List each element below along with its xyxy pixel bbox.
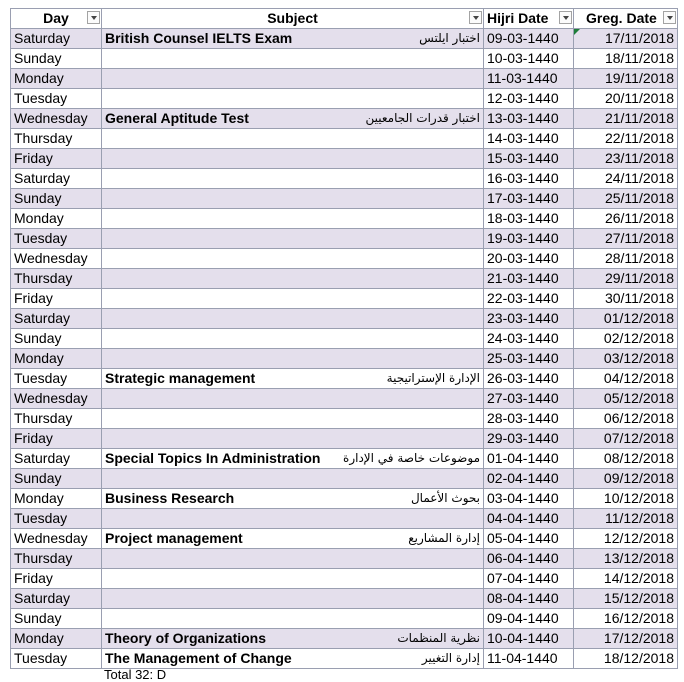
header-subject[interactable]	[102, 9, 484, 29]
schedule-table	[10, 8, 678, 669]
greg-date-value: 24/11/2018	[604, 170, 674, 186]
day-cell[interactable]: Monday	[11, 69, 102, 89]
hijri-date-cell[interactable]: 27-03-1440	[484, 389, 574, 409]
header-greg-date[interactable]	[574, 9, 678, 29]
subject-cell[interactable]	[102, 509, 484, 529]
greg-date-cell[interactable]	[574, 289, 678, 309]
hijri-date-cell[interactable]: 24-03-1440	[484, 329, 574, 349]
day-cell[interactable]: Saturday	[11, 29, 102, 49]
header-subject-label: Subject	[267, 10, 318, 26]
day-cell[interactable]: Saturday	[11, 309, 102, 329]
hijri-date-cell[interactable]: 19-03-1440	[484, 229, 574, 249]
greg-date-value: 21/11/2018	[604, 110, 674, 126]
greg-date-cell[interactable]	[574, 109, 678, 129]
greg-date-value: 04/12/2018	[603, 370, 674, 386]
subject-cell[interactable]	[102, 169, 484, 189]
greg-date-value: 11/12/2018	[604, 510, 674, 526]
table-row	[11, 69, 678, 89]
filter-dropdown-icon[interactable]	[559, 11, 572, 24]
greg-date-value: 10/12/2018	[603, 490, 674, 506]
subject-arabic: موضوعات خاصة في الإدارة	[343, 451, 480, 465]
table-row	[11, 449, 678, 469]
greg-date-value: 27/11/2018	[604, 230, 674, 246]
subject-cell[interactable]	[102, 269, 484, 289]
greg-date-cell[interactable]	[574, 349, 678, 369]
table-row	[11, 369, 678, 389]
hijri-date-cell[interactable]: 09-03-1440	[484, 29, 574, 49]
day-cell[interactable]: Tuesday	[11, 89, 102, 109]
subject-cell[interactable]	[102, 409, 484, 429]
header-hijri-label: Hijri Date	[487, 10, 549, 26]
greg-date-cell[interactable]	[574, 549, 678, 569]
hijri-date-cell[interactable]: 20-03-1440	[484, 249, 574, 269]
greg-date-cell[interactable]	[574, 149, 678, 169]
cell-marker-icon	[574, 29, 580, 35]
hijri-date-cell[interactable]: 05-04-1440	[484, 529, 574, 549]
table-row	[11, 169, 678, 189]
table-row	[11, 149, 678, 169]
subject-cell[interactable]	[102, 189, 484, 209]
day-cell[interactable]: Thursday	[11, 549, 102, 569]
greg-date-cell[interactable]	[574, 469, 678, 489]
hijri-date-cell[interactable]: 11-03-1440	[484, 69, 574, 89]
greg-date-value: 17/11/2018	[604, 30, 674, 46]
hijri-date-cell[interactable]: 03-04-1440	[484, 489, 574, 509]
subject-cell[interactable]	[102, 629, 484, 649]
greg-date-value: 13/12/2018	[603, 550, 674, 566]
hijri-date-cell[interactable]: 13-03-1440	[484, 109, 574, 129]
day-cell[interactable]: Wednesday	[11, 389, 102, 409]
day-cell[interactable]: Sunday	[11, 49, 102, 69]
subject-cell[interactable]	[102, 489, 484, 509]
greg-date-cell[interactable]	[574, 409, 678, 429]
table-row	[11, 469, 678, 489]
subject-arabic: الإدارة الإستراتيجية	[386, 371, 480, 385]
hijri-date-cell[interactable]: 10-03-1440	[484, 49, 574, 69]
subject-cell[interactable]	[102, 469, 484, 489]
subject-cell[interactable]	[102, 249, 484, 269]
greg-date-value: 01/12/2018	[603, 310, 674, 326]
greg-date-cell[interactable]	[574, 509, 678, 529]
subject-cell[interactable]	[102, 449, 484, 469]
subject-cell[interactable]	[102, 129, 484, 149]
greg-date-value: 02/12/2018	[603, 330, 674, 346]
greg-date-value: 19/11/2018	[604, 70, 674, 86]
table-row	[11, 29, 678, 49]
day-cell[interactable]: Wednesday	[11, 109, 102, 129]
subject-english: The Management of Change	[105, 650, 292, 666]
greg-date-cell[interactable]	[574, 129, 678, 149]
table-row	[11, 649, 678, 669]
hijri-date-cell[interactable]: 22-03-1440	[484, 289, 574, 309]
hijri-date-cell[interactable]: 23-03-1440	[484, 309, 574, 329]
greg-date-cell[interactable]	[574, 189, 678, 209]
greg-date-cell[interactable]	[574, 209, 678, 229]
day-cell[interactable]: Friday	[11, 149, 102, 169]
day-cell[interactable]: Tuesday	[11, 649, 102, 669]
hijri-date-cell[interactable]: 26-03-1440	[484, 369, 574, 389]
greg-date-value: 28/11/2018	[604, 250, 674, 266]
filter-dropdown-icon[interactable]	[663, 11, 676, 24]
table-row	[11, 609, 678, 629]
hijri-date-cell[interactable]: 25-03-1440	[484, 349, 574, 369]
hijri-date-cell[interactable]: 16-03-1440	[484, 169, 574, 189]
subject-english: British Counsel IELTS Exam	[105, 30, 293, 46]
hijri-date-cell[interactable]: 29-03-1440	[484, 429, 574, 449]
hijri-date-cell[interactable]: 28-03-1440	[484, 409, 574, 429]
subject-cell[interactable]	[102, 289, 484, 309]
greg-date-value: 20/11/2018	[604, 90, 674, 106]
day-cell[interactable]: Monday	[11, 209, 102, 229]
hijri-date-cell[interactable]: 09-04-1440	[484, 609, 574, 629]
subject-cell[interactable]	[102, 49, 484, 69]
subject-cell[interactable]	[102, 569, 484, 589]
hijri-date-cell[interactable]: 02-04-1440	[484, 469, 574, 489]
greg-date-cell[interactable]	[574, 329, 678, 349]
hijri-date-cell[interactable]: 06-04-1440	[484, 549, 574, 569]
subject-cell[interactable]	[102, 149, 484, 169]
subject-cell[interactable]	[102, 329, 484, 349]
greg-date-cell[interactable]	[574, 269, 678, 289]
filter-dropdown-icon[interactable]	[469, 11, 482, 24]
greg-date-cell[interactable]	[574, 649, 678, 669]
day-cell[interactable]: Friday	[11, 289, 102, 309]
greg-date-value: 22/11/2018	[604, 130, 674, 146]
table-row	[11, 589, 678, 609]
greg-date-value: 26/11/2018	[604, 210, 674, 226]
subject-cell[interactable]	[102, 349, 484, 369]
greg-date-cell[interactable]	[574, 29, 678, 49]
greg-date-cell[interactable]	[574, 449, 678, 469]
table-row	[11, 189, 678, 209]
greg-date-value: 05/12/2018	[603, 390, 674, 406]
day-cell[interactable]: Wednesday	[11, 249, 102, 269]
greg-date-cell[interactable]	[574, 569, 678, 589]
day-cell[interactable]: Thursday	[11, 269, 102, 289]
table-row	[11, 569, 678, 589]
day-cell[interactable]: Friday	[11, 429, 102, 449]
greg-date-cell[interactable]	[574, 529, 678, 549]
greg-date-value: 23/11/2018	[604, 150, 674, 166]
day-cell[interactable]: Thursday	[11, 409, 102, 429]
header-day-label: Day	[43, 10, 69, 26]
subject-cell[interactable]	[102, 429, 484, 449]
greg-date-value: 12/12/2018	[603, 530, 674, 546]
hijri-date-cell[interactable]: 17-03-1440	[484, 189, 574, 209]
day-cell[interactable]: Monday	[11, 489, 102, 509]
greg-date-value: 07/12/2018	[603, 430, 674, 446]
table-row	[11, 209, 678, 229]
greg-date-value: 16/12/2018	[603, 610, 674, 626]
greg-date-value: 03/12/2018	[603, 350, 674, 366]
subject-english: Special Topics In Administration	[105, 450, 321, 466]
subject-cell[interactable]	[102, 89, 484, 109]
day-cell[interactable]: Monday	[11, 629, 102, 649]
day-cell[interactable]: Saturday	[11, 449, 102, 469]
hijri-date-cell[interactable]: 10-04-1440	[484, 629, 574, 649]
greg-date-value: 18/11/2018	[604, 50, 674, 66]
table-row	[11, 289, 678, 309]
day-cell[interactable]: Sunday	[11, 609, 102, 629]
table-row	[11, 109, 678, 129]
table-row	[11, 429, 678, 449]
table-row	[11, 89, 678, 109]
hijri-date-cell[interactable]: 04-04-1440	[484, 509, 574, 529]
day-cell[interactable]: Sunday	[11, 329, 102, 349]
day-cell[interactable]: Sunday	[11, 469, 102, 489]
greg-date-cell[interactable]	[574, 429, 678, 449]
subject-english: Theory of Organizations	[105, 630, 267, 646]
header-row	[11, 9, 678, 29]
greg-date-value: 17/12/2018	[603, 630, 674, 646]
hijri-date-cell[interactable]: 08-04-1440	[484, 589, 574, 609]
subject-arabic: إدارة المشاريع	[408, 531, 480, 545]
filter-dropdown-icon[interactable]	[87, 11, 100, 24]
table-row	[11, 629, 678, 649]
greg-date-cell[interactable]	[574, 489, 678, 509]
table-row	[11, 489, 678, 509]
table-row	[11, 249, 678, 269]
greg-date-value: 30/11/2018	[604, 290, 674, 306]
day-cell[interactable]: Thursday	[11, 129, 102, 149]
subject-cell[interactable]	[102, 29, 484, 49]
subject-english: General Aptitude Test	[105, 110, 249, 126]
table-row	[11, 409, 678, 429]
greg-date-cell[interactable]	[574, 309, 678, 329]
subject-cell[interactable]	[102, 649, 484, 669]
greg-date-cell[interactable]	[574, 169, 678, 189]
subject-english: Project management	[105, 530, 243, 546]
subject-cell[interactable]	[102, 229, 484, 249]
table-row	[11, 389, 678, 409]
day-cell[interactable]: Tuesday	[11, 369, 102, 389]
subject-english: Business Research	[105, 490, 235, 506]
subject-cell[interactable]	[102, 609, 484, 629]
header-greg-label: Greg. Date	[586, 10, 657, 26]
greg-date-value: 29/11/2018	[604, 270, 674, 286]
subject-cell[interactable]	[102, 529, 484, 549]
header-hijri-date[interactable]	[484, 9, 574, 29]
day-cell[interactable]: Tuesday	[11, 229, 102, 249]
greg-date-cell[interactable]	[574, 229, 678, 249]
subject-arabic: نظرية المنظمات	[397, 631, 480, 645]
day-cell[interactable]: Friday	[11, 569, 102, 589]
subject-cell[interactable]	[102, 109, 484, 129]
subject-cell[interactable]	[102, 309, 484, 329]
greg-date-value: 06/12/2018	[603, 410, 674, 426]
table-row	[11, 309, 678, 329]
greg-date-cell[interactable]	[574, 589, 678, 609]
day-cell[interactable]: Sunday	[11, 189, 102, 209]
hijri-date-cell[interactable]: 01-04-1440	[484, 449, 574, 469]
greg-date-value: 18/12/2018	[603, 650, 674, 666]
subject-cell[interactable]	[102, 389, 484, 409]
subject-arabic: بحوث الأعمال	[410, 491, 480, 505]
hijri-date-cell[interactable]: 12-03-1440	[484, 89, 574, 109]
greg-date-value: 15/12/2018	[603, 590, 674, 606]
table-row	[11, 529, 678, 549]
table-row	[11, 229, 678, 249]
day-cell[interactable]: Monday	[11, 349, 102, 369]
table-row	[11, 49, 678, 69]
greg-date-cell[interactable]	[574, 609, 678, 629]
table-row	[11, 509, 678, 529]
day-cell[interactable]: Tuesday	[11, 509, 102, 529]
table-row	[11, 349, 678, 369]
day-cell[interactable]: Saturday	[11, 589, 102, 609]
greg-date-value: 09/12/2018	[603, 470, 674, 486]
hijri-date-cell[interactable]: 21-03-1440	[484, 269, 574, 289]
subject-cell[interactable]	[102, 209, 484, 229]
greg-date-cell[interactable]	[574, 249, 678, 269]
subject-english: Strategic management	[105, 370, 256, 386]
day-cell[interactable]: Saturday	[11, 169, 102, 189]
greg-date-cell[interactable]	[574, 369, 678, 389]
subject-cell[interactable]	[102, 369, 484, 389]
subject-arabic: اختبار ايلتس	[419, 31, 480, 45]
greg-date-cell[interactable]	[574, 629, 678, 649]
table-row	[11, 269, 678, 289]
hijri-date-cell[interactable]: 11-04-1440	[484, 649, 574, 669]
day-cell[interactable]: Wednesday	[11, 529, 102, 549]
header-day[interactable]	[11, 9, 102, 29]
greg-date-value: 08/12/2018	[603, 450, 674, 466]
table-row	[11, 549, 678, 569]
hijri-date-cell[interactable]: 07-04-1440	[484, 569, 574, 589]
greg-date-cell[interactable]	[574, 89, 678, 109]
hijri-date-cell[interactable]: 15-03-1440	[484, 149, 574, 169]
subject-cell[interactable]	[102, 69, 484, 89]
hijri-date-cell[interactable]: 14-03-1440	[484, 129, 574, 149]
greg-date-cell[interactable]	[574, 389, 678, 409]
greg-date-value: 25/11/2018	[604, 190, 674, 206]
greg-date-value: 14/12/2018	[603, 570, 674, 586]
table-row	[11, 129, 678, 149]
subject-cell[interactable]	[102, 589, 484, 609]
subject-cell[interactable]	[102, 549, 484, 569]
greg-date-cell[interactable]	[574, 49, 678, 69]
subject-arabic: اختبار قدرات الجامعيين	[365, 111, 480, 125]
greg-date-cell[interactable]	[574, 69, 678, 89]
hijri-date-cell[interactable]: 18-03-1440	[484, 209, 574, 229]
subject-arabic: إدارة التغيير	[421, 651, 480, 665]
footer-partial-text: Total 32: D	[104, 667, 167, 682]
table-row	[11, 329, 678, 349]
